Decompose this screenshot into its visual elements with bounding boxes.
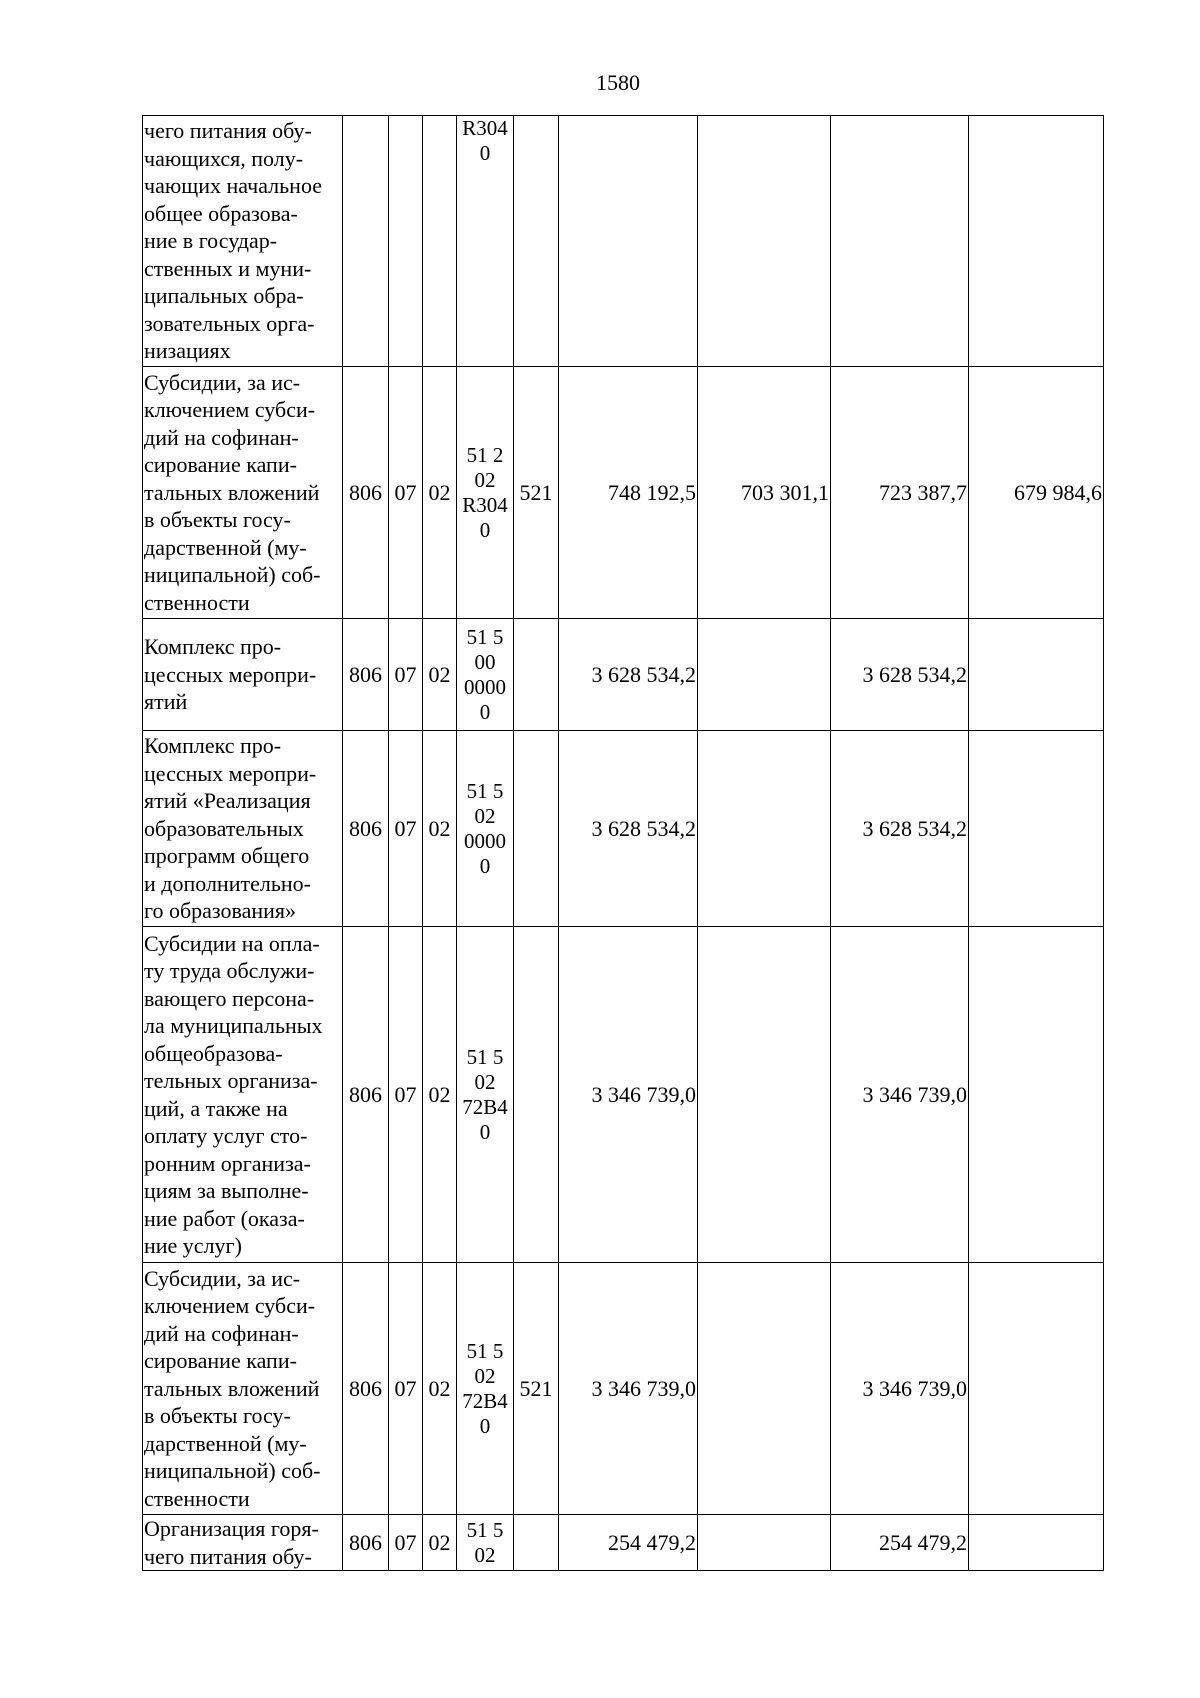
- section-code: 07: [389, 927, 423, 1263]
- amount-col2: [698, 1515, 831, 1571]
- amount-col3: 3 628 534,2: [831, 619, 969, 731]
- amount-col1: 3 628 534,2: [559, 619, 698, 731]
- subsection-code: 02: [423, 731, 457, 927]
- ministry-code: [343, 116, 389, 367]
- subsection-code: 02: [423, 619, 457, 731]
- amount-col2: [698, 731, 831, 927]
- amount-col1: 748 192,5: [559, 367, 698, 619]
- target-article-code: 51 2 02 R304 0: [457, 367, 514, 619]
- expense-type-code: [514, 619, 559, 731]
- row-name: Комплекс про- цессных меропри- ятий «Реализация образовательных программ общего и дополнительно- го образования»: [143, 731, 343, 927]
- amount-col2: [698, 1263, 831, 1515]
- amount-col1: 3 346 739,0: [559, 927, 698, 1263]
- amount-col4: [969, 116, 1104, 367]
- amount-col3: 3 346 739,0: [831, 1263, 969, 1515]
- table-row: [143, 927, 1104, 1263]
- ministry-code: 806: [343, 1515, 389, 1571]
- expense-type-code: [514, 1515, 559, 1571]
- ministry-code: 806: [343, 619, 389, 731]
- amount-col3: 254 479,2: [831, 1515, 969, 1571]
- amount-col1: 254 479,2: [559, 1515, 698, 1571]
- ministry-code: 806: [343, 927, 389, 1263]
- ministry-code: 806: [343, 731, 389, 927]
- amount-col4: [969, 619, 1104, 731]
- target-article-code: 51 5 02 72B4 0: [457, 1263, 514, 1515]
- amount-col2: 703 301,1: [698, 367, 831, 619]
- row-name: Комплекс про- цессных меропри- ятий: [143, 619, 343, 731]
- amount-col4: [969, 927, 1104, 1263]
- row-name: Субсидии на опла- ту труда обслужи- вающего персона- ла муниципальных общеобразова- тельных организа- ций, а также на оплату услуг сто- ронним организа- циям за выполне- ние работ (оказа- ние услуг): [143, 927, 343, 1263]
- subsection-code: 02: [423, 927, 457, 1263]
- table-row: [143, 619, 1104, 731]
- table-row: [143, 367, 1104, 619]
- section-code: [389, 116, 423, 367]
- page-number: 1580: [596, 70, 640, 95]
- amount-col4: [969, 731, 1104, 927]
- amount-col4: 679 984,6: [969, 367, 1104, 619]
- amount-col4: [969, 1515, 1104, 1571]
- expense-type-code: 521: [514, 1263, 559, 1515]
- table-row: [143, 1515, 1104, 1571]
- table-row: [143, 731, 1104, 927]
- amount-col2: [698, 927, 831, 1263]
- target-article-code: 51 5 00 0000 0: [457, 619, 514, 731]
- budget-table: [142, 115, 1104, 1571]
- section-code: 07: [389, 731, 423, 927]
- amount-col2: [698, 116, 831, 367]
- expense-type-code: [514, 927, 559, 1263]
- row-name: чего питания обу- чающихся, полу- чающих начальное общее образова- ние в государ- ственных и муни- ципальных обра- зовательных орга- низациях: [143, 116, 343, 367]
- table-row: [143, 116, 1104, 367]
- row-name: Субсидии, за ис- ключением субси- дий на софинан- сирование капи- тальных вложений в объекты госу- дарственной (му- ниципальной) соб- ственности: [143, 1263, 343, 1515]
- row-name: Организация горя- чего питания обу-: [143, 1515, 343, 1571]
- row-name: Субсидии, за ис- ключением субси- дий на софинан- сирование капи- тальных вложений в объекты госу- дарственной (му- ниципальной) соб- ственности: [143, 367, 343, 619]
- subsection-code: 02: [423, 367, 457, 619]
- amount-col1: 3 346 739,0: [559, 1263, 698, 1515]
- table-row: [143, 1263, 1104, 1515]
- target-article-code: 51 5 02 72B4 0: [457, 927, 514, 1263]
- subsection-code: [423, 116, 457, 367]
- amount-col3: 3 628 534,2: [831, 731, 969, 927]
- amount-col3: [831, 116, 969, 367]
- amount-col3: 3 346 739,0: [831, 927, 969, 1263]
- amount-col3: 723 387,7: [831, 367, 969, 619]
- target-article-code: 51 5 02: [457, 1515, 514, 1571]
- target-article-code: R304 0: [457, 116, 514, 367]
- expense-type-code: 521: [514, 367, 559, 619]
- expense-type-code: [514, 731, 559, 927]
- section-code: 07: [389, 1515, 423, 1571]
- expense-type-code: [514, 116, 559, 367]
- ministry-code: 806: [343, 1263, 389, 1515]
- amount-col1: [559, 116, 698, 367]
- section-code: 07: [389, 367, 423, 619]
- ministry-code: 806: [343, 367, 389, 619]
- amount-col2: [698, 619, 831, 731]
- subsection-code: 02: [423, 1515, 457, 1571]
- section-code: 07: [389, 619, 423, 731]
- section-code: 07: [389, 1263, 423, 1515]
- amount-col4: [969, 1263, 1104, 1515]
- target-article-code: 51 5 02 0000 0: [457, 731, 514, 927]
- subsection-code: 02: [423, 1263, 457, 1515]
- amount-col1: 3 628 534,2: [559, 731, 698, 927]
